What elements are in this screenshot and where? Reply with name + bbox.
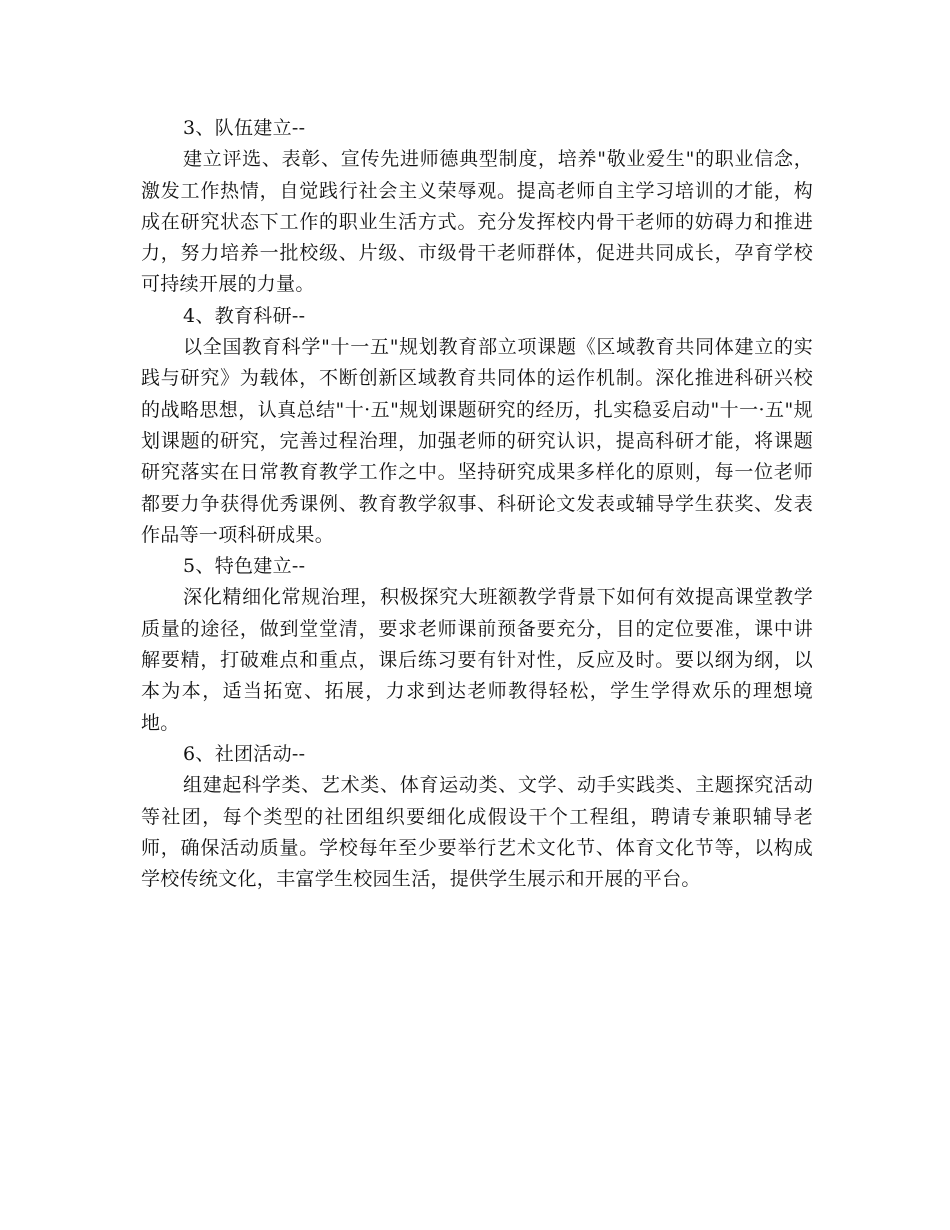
section-education-research — [141, 301, 813, 551]
section-paragraph: 建立评选、表彰、宣传先进师德典型制度，培养"敬业爱生"的职业信念，激发工作热情，自觉践行社会主义荣辱观。提高老师自主学习培训的才能，构成在研究状态下工作的职业生活方式。充分发挥校内骨干老师的妨碍力和推进力，努力培养一批校级、片级、市级骨干老师群体，促进共同成长，孕育学校可持续开展的力量。 — [141, 148, 813, 296]
section-heading: 5、特色建立-- — [183, 555, 306, 578]
section-paragraph: 组建起科学类、艺术类、体育运动类、文学、动手实践类、主题探究活动等社团，每个类型的社团组织要细化成假设干个工程组，聘请专兼职辅导老师，确保活动质量。学校每年至少要举行艺术文化节、体育文化节等，以构成学校传统文化，丰富学生校园生活，提供学生展示和开展的平台。 — [141, 774, 813, 891]
section-heading: 4、教育科研-- — [183, 304, 306, 327]
section-team-building — [141, 113, 813, 301]
section-heading: 6、社团活动-- — [183, 742, 306, 765]
document-body — [141, 113, 813, 895]
section-club-activities — [141, 739, 813, 895]
section-feature-building — [141, 551, 813, 739]
section-heading: 3、队伍建立-- — [183, 117, 306, 139]
section-paragraph: 深化精细化常规治理，积极探究大班额教学背景下如何有效提高课堂教学质量的途径，做到堂堂清，要求老师课前预备要充分，目的定位要准，课中讲解要精，打破难点和重点，课后练习要有针对性，反应及时。要以纲为纲，以本为本，适当拓宽、拓展，力求到达老师教得轻松，学生学得欢乐的理想境地。 — [141, 586, 813, 734]
section-paragraph: 以全国教育科学"十一五"规划教育部立项课题《区域教育共同体建立的实践与研究》为载体，不断创新区域教育共同体的运作机制。深化推进科研兴校的战略思想，认真总结"十·五"规划课题研究的经历，扎实稳妥启动"十一·五"规划课题的研究，完善过程治理，加强老师的研究认识，提高科研才能，将课题研究落实在日常教育教学工作之中。坚持研究成果多样化的原则，每一位老师都要力争获得优秀课例、教育教学叙事、科研论文发表或辅导学生获奖、发表作品等一项科研成果。 — [141, 336, 813, 546]
